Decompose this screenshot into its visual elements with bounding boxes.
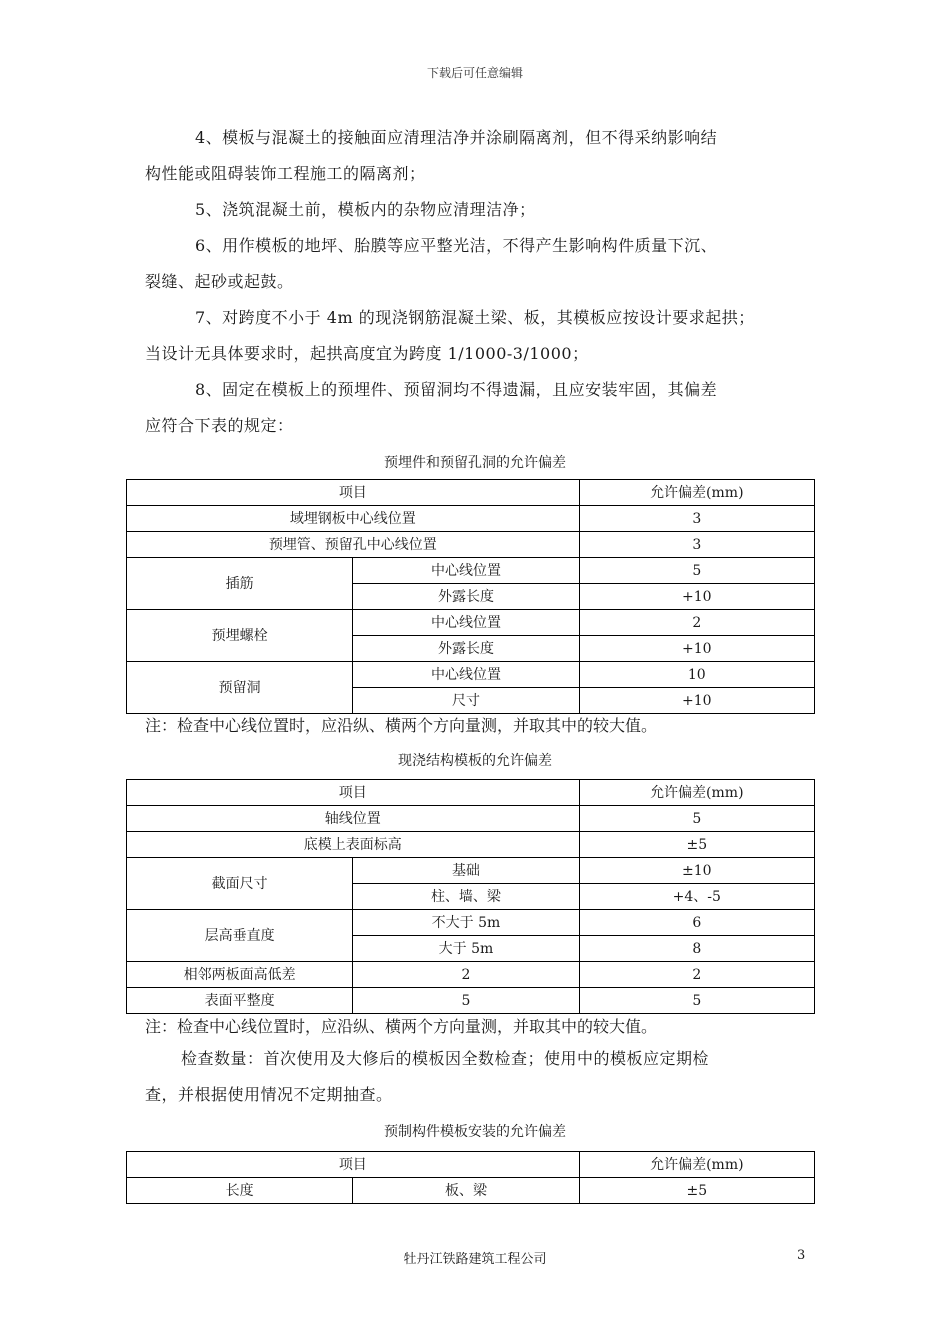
table-cell: 底模上表面标高 [127, 832, 580, 858]
paragraph-6b: 裂缝、起砂或起鼓。 [145, 272, 294, 291]
table-row [127, 910, 815, 936]
table-cell: 域埋钢板中心线位置 [127, 506, 580, 532]
table-header-cell: 允许偏差(mm) [579, 1152, 814, 1178]
table-header-cell: 项目 [127, 780, 580, 806]
table-cell: 长度 [127, 1178, 353, 1204]
table-group-cell: 预埋螺栓 [127, 610, 353, 662]
table-cell: 中心线位置 [353, 662, 579, 688]
table-row [127, 506, 815, 532]
paragraph-6a: 6、用作模板的地坪、胎膜等应平整光洁，不得产生影响构件质量下沉、 [195, 236, 718, 255]
table-cell: +4、-5 [579, 884, 814, 910]
table-cell: 6 [579, 910, 814, 936]
table-group-cell: 截面尺寸 [127, 858, 353, 910]
table-cell: +10 [579, 688, 814, 714]
table-cell: 中心线位置 [353, 610, 579, 636]
table-cell: 2 [353, 962, 579, 988]
inspection-quantity-b: 查，并根据使用情况不定期抽查。 [145, 1085, 393, 1104]
table-row [127, 858, 815, 884]
table-cell: 2 [579, 610, 814, 636]
table-cell: 5 [579, 806, 814, 832]
page-footer: 牡丹江铁路建筑工程公司 [403, 1252, 547, 1267]
table-cell: 2 [579, 962, 814, 988]
table-cell: 10 [579, 662, 814, 688]
paragraph-8b: 应符合下表的规定： [145, 416, 294, 435]
table-cell: 3 [579, 506, 814, 532]
table-cell: 5 [579, 558, 814, 584]
table-row [127, 610, 815, 636]
table-cell: 5 [579, 988, 814, 1014]
table-precast-formwork [126, 1151, 815, 1204]
inspection-quantity-a: 检查数量：首次使用及大修后的模板因全数检查；使用中的模板应定期检 [181, 1049, 710, 1068]
table-cell: 板、梁 [353, 1178, 579, 1204]
table-embedded-parts [126, 479, 815, 714]
table-row [127, 988, 815, 1014]
table-row [127, 1178, 815, 1204]
table-group-cell: 层高垂直度 [127, 910, 353, 962]
table-row [127, 532, 815, 558]
paragraph-4b: 构性能或阻碍装饰工程施工的隔离剂； [145, 164, 426, 183]
table-cell: 5 [353, 988, 579, 1014]
table-row [127, 962, 815, 988]
table-header-cell: 允许偏差(mm) [579, 780, 814, 806]
table-cell: 大于 5m [353, 936, 579, 962]
table-row [127, 480, 815, 506]
table-cell: 尺寸 [353, 688, 579, 714]
page-header: 下载后可任意编辑 [426, 66, 523, 80]
paragraph-5: 5、浇筑混凝土前，模板内的杂物应清理洁净； [195, 200, 536, 219]
table-row [127, 780, 815, 806]
paragraph-7b: 当设计无具体要求时，起拱高度宜为跨度 1/1000-3/1000； [145, 344, 589, 363]
table1-note: 注：检查中心线位置时，应沿纵、横两个方向量测，并取其中的较大值。 [145, 716, 658, 735]
table-cell: ±5 [579, 1178, 814, 1204]
table-cell: 中心线位置 [353, 558, 579, 584]
table-cell: 不大于 5m [353, 910, 579, 936]
table-cell: +10 [579, 584, 814, 610]
table1-caption: 预埋件和预留孔洞的允许偏差 [384, 455, 566, 471]
paragraph-4a: 4、模板与混凝土的接触面应清理洁净并涂刷隔离剂，但不得采纳影响结 [195, 128, 718, 147]
table-cell: 基础 [353, 858, 579, 884]
table2-note: 注：检查中心线位置时，应沿纵、横两个方向量测，并取其中的较大值。 [145, 1017, 658, 1036]
paragraph-8a: 8、固定在模板上的预埋件、预留洞均不得遗漏，且应安装牢固，其偏差 [195, 380, 718, 399]
page-number: 3 [797, 1248, 806, 1263]
table-group-cell: 预留洞 [127, 662, 353, 714]
table-group-cell: 插筋 [127, 558, 353, 610]
table-cell: 8 [579, 936, 814, 962]
paragraph-7a: 7、对跨度不小于 4m 的现浇钢筋混凝土梁、板，其模板应按设计要求起拱； [195, 308, 755, 327]
table-cell: 柱、墙、梁 [353, 884, 579, 910]
table-cell: ±10 [579, 858, 814, 884]
table-cell: 外露长度 [353, 636, 579, 662]
table-cell: 预埋管、预留孔中心线位置 [127, 532, 580, 558]
table-cell: 表面平整度 [127, 988, 353, 1014]
table-row [127, 662, 815, 688]
table-row [127, 806, 815, 832]
table3-caption: 预制构件模板安装的允许偏差 [384, 1124, 566, 1140]
table-cast-in-place-formwork [126, 779, 815, 1014]
table-header-cell: 项目 [127, 480, 580, 506]
table-header-cell: 允许偏差(mm) [579, 480, 814, 506]
table-cell: 外露长度 [353, 584, 579, 610]
table-cell: 相邻两板面高低差 [127, 962, 353, 988]
table-header-cell: 项目 [127, 1152, 580, 1178]
table-row [127, 1152, 815, 1178]
table-row [127, 558, 815, 584]
table2-caption: 现浇结构模板的允许偏差 [398, 753, 552, 769]
table-cell: 轴线位置 [127, 806, 580, 832]
table-cell: ±5 [579, 832, 814, 858]
table-cell: +10 [579, 636, 814, 662]
table-cell: 3 [579, 532, 814, 558]
table-row [127, 832, 815, 858]
